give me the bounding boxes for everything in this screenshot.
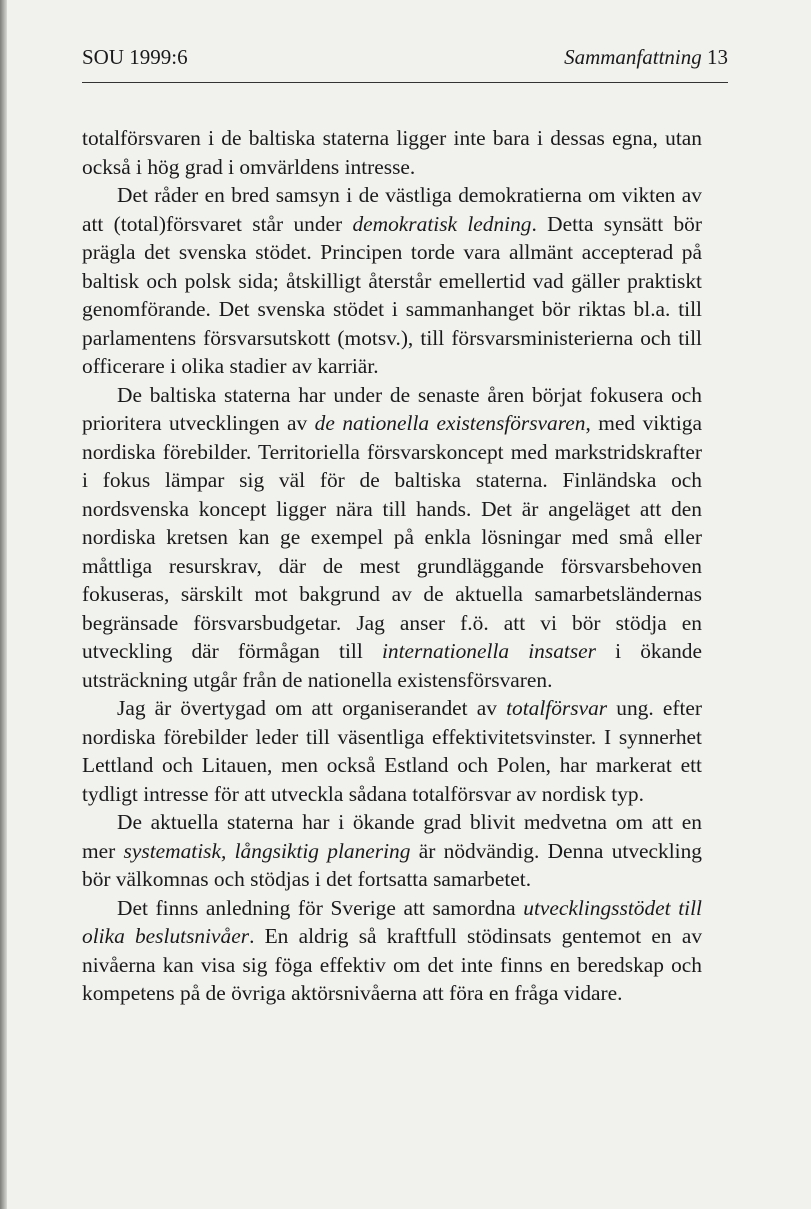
paragraph xyxy=(82,808,702,894)
body-text xyxy=(82,124,702,1008)
paragraph xyxy=(82,894,702,1008)
paragraph xyxy=(82,124,702,181)
paragraph xyxy=(82,181,702,381)
paragraph-text: . En aldrig så kraftfull stödinsats gentemot en av nivåerna kan visa sig föga effektiv om det inte finns en beredskap och kompetens på de övriga aktörsnivåerna att föra en fråga vidare. xyxy=(82,924,703,1005)
paragraph-text: Jag är övertygad om att organiserandet av xyxy=(117,696,507,720)
emphasized-text: demokratisk ledning xyxy=(352,211,532,236)
paragraph-text: ung. efter nordiska förebilder leder till väsentliga effektivitetsvinster. I synnerhet Lettland och Litauen, men också Estland och Polen, har markerat ett tydligt intresse för att utveckla sådana totalförsvar av nordisk typ. xyxy=(82,696,702,806)
header-rule xyxy=(82,82,728,83)
paragraph-text: är nödvändig. Denna utveckling bör välkomnas och stödjas i det fortsatta samarbetet. xyxy=(82,838,702,891)
section-title: Sammanfattning xyxy=(564,45,702,69)
emphasized-text: de nationella existensförsvaren xyxy=(314,411,586,435)
paragraph-text: , med viktiga nordiska förebilder. Territoriella försvarskoncept med markstridskrafter i fokus lämpar sig väl för de baltiska staterna. Finländska och nordsvenska koncept ligger nära till hands. Det är angeläget att den nordiska kretsen kan ge exempel på enkla lösningar med små eller måttliga resurskrav, där de mest grundläggande försvarsbehoven fokuseras, särskilt mot bakgrund av de aktuella samarbetsländernas begränsade försvarsbudgetar. Jag anser f.ö. att vi bör stödja en utveckling där förmågan till xyxy=(82,411,702,663)
paragraph-text: totalförsvaren i de baltiska staterna ligger inte bara i dessas egna, utan också i hög grad i omvärldens intresse. xyxy=(82,126,702,179)
emphasized-text: systematisk, långsiktig planering xyxy=(123,838,411,863)
paragraph xyxy=(82,694,702,808)
emphasized-text: internationella insatser xyxy=(381,639,596,663)
document-reference: SOU 1999:6 xyxy=(82,45,188,69)
emphasized-text: utvecklingsstödet till olika beslutsnivåer xyxy=(82,895,702,948)
paragraph-text: i ökande utsträckning utgår från de nationella existensförsvaren. xyxy=(82,639,702,692)
paragraph-text: De baltiska staterna har under de senaste åren börjat fokusera och prioritera utvecklingen av xyxy=(82,382,702,435)
paragraph-text: Det finns anledning för Sverige att samordna xyxy=(117,895,524,920)
paragraph-text: . Detta synsätt bör prägla det svenska stödet. Principen torde vara allmänt accepterad på baltisk och polsk sida; åtskilligt återstår emellertid vad gäller praktiskt genomförande. Det svenska stödet i sammanhanget bör riktas bl.a. till parlamentens försvarsutskott (motsv.), till försvarsministerierna och till officerare i olika stadier av karriär. xyxy=(82,211,702,378)
paragraph xyxy=(82,381,702,695)
paragraph-text: Det råder en bred samsyn i de västliga demokratierna om vikten av att (total)försvaret står under xyxy=(82,183,702,236)
page-edge-shadow xyxy=(0,0,7,1209)
emphasized-text: totalförsvar xyxy=(506,696,608,720)
section-and-page xyxy=(564,44,728,70)
paragraph-text: De aktuella staterna har i ökande grad blivit medvetna om att en mer xyxy=(82,810,702,863)
page-number: 13 xyxy=(707,45,728,69)
